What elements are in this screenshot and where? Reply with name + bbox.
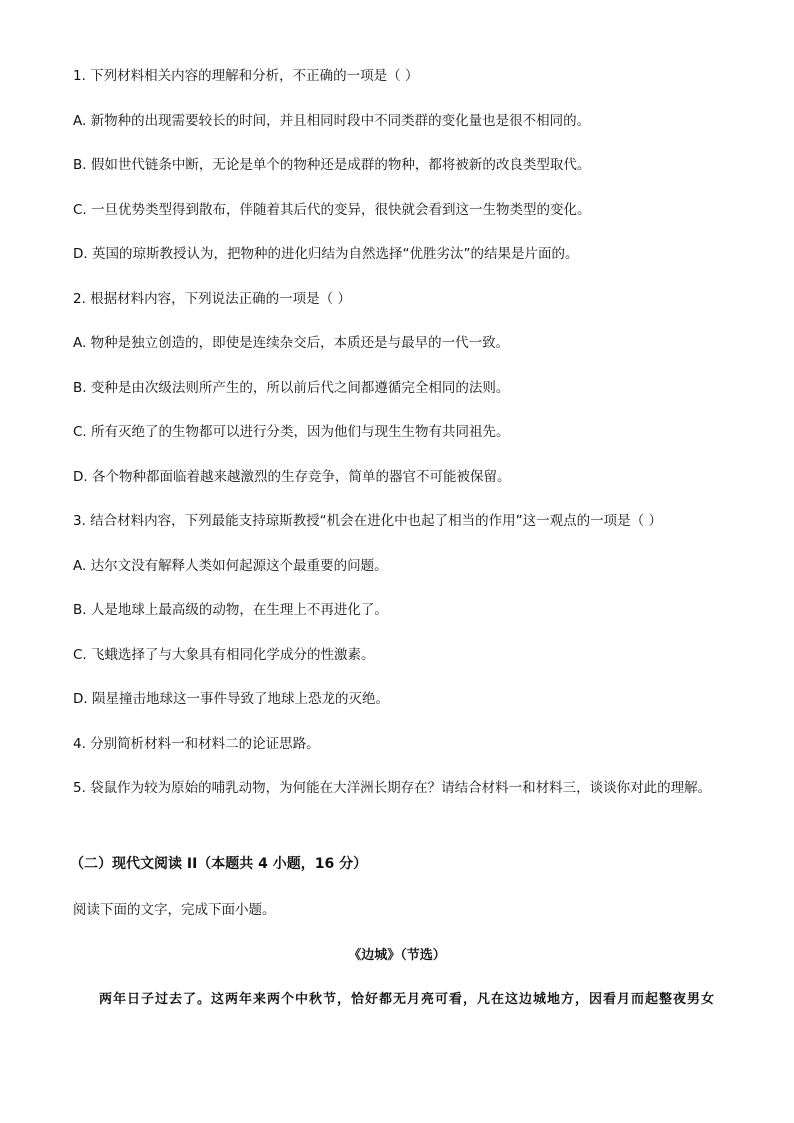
- question-1-option-c: C. 一旦优势类型得到散布，伴随着其后代的变异，很快就会看到这一生物类型的变化。: [73, 202, 591, 218]
- question-3-option-a: A. 达尔文没有解释人类如何起源这个最重要的问题。: [73, 558, 388, 574]
- question-2-option-b: B. 变种是由次级法则所产生的，所以前后代之间都遵循完全相同的法则。: [73, 380, 510, 396]
- question-5-stem: 5. 袋鼠作为较为原始的哺乳动物，为何能在大洋洲长期存在？请结合材料一和材料三，谈谈你对此的理解。: [73, 780, 712, 796]
- passage-paragraph: 两年日子过去了。这两年来两个中秋节，恰好都无月亮可看，凡在这边城地方，因看月而起整夜男女: [99, 992, 716, 1007]
- section-2-instruction: 阅读下面的文字，完成下面小题。: [73, 902, 276, 918]
- question-3-option-c: C. 飞蛾选择了与大象具有相同化学成分的性激素。: [73, 647, 375, 663]
- passage-title: 《边城》（节选）: [348, 948, 446, 963]
- question-3-stem: 3. 结合材料内容，下列最能支持琼斯教授“机会在进化中也起了相当的作用”这一观点的一项是（ ）: [73, 513, 662, 529]
- question-1-option-d: D. 英国的琼斯教授认为，把物种的进化归结为自然选择“优胜劣汰”的结果是片面的。: [73, 246, 579, 262]
- question-1-stem: 1. 下列材料相关内容的理解和分析，不正确的一项是（ ）: [73, 68, 419, 84]
- question-2-option-a: A. 物种是独立创造的，即使是连续杂交后，本质还是与最早的一代一致。: [73, 335, 510, 351]
- question-1-option-a: A. 新物种的出现需要较长的时间，并且相同时段中不同类群的变化量也是很不相同的。: [73, 113, 591, 129]
- question-3-option-d: D. 陨星撞击地球这一事件导致了地球上恐龙的灭绝。: [73, 691, 389, 707]
- question-3-option-b: B. 人是地球上最高级的动物，在生理上不再进化了。: [73, 602, 388, 618]
- question-2-option-d: D. 各个物种都面临着越来越激烈的生存竞争，简单的器官不可能被保留。: [73, 469, 511, 485]
- question-2-stem: 2. 根据材料内容，下列说法正确的一项是（ ）: [73, 291, 351, 307]
- question-1-option-b: B. 假如世代链条中断，无论是单个的物种还是成群的物种，都将被新的改良类型取代。: [73, 157, 591, 173]
- section-2-heading: （二）现代文阅读 II（本题共 4 小题，16 分）: [70, 856, 368, 872]
- question-4-stem: 4. 分别简析材料一和材料二的论证思路。: [73, 736, 320, 752]
- question-2-option-c: C. 所有灭绝了的生物都可以进行分类，因为他们与现生生物有共同祖先。: [73, 424, 510, 440]
